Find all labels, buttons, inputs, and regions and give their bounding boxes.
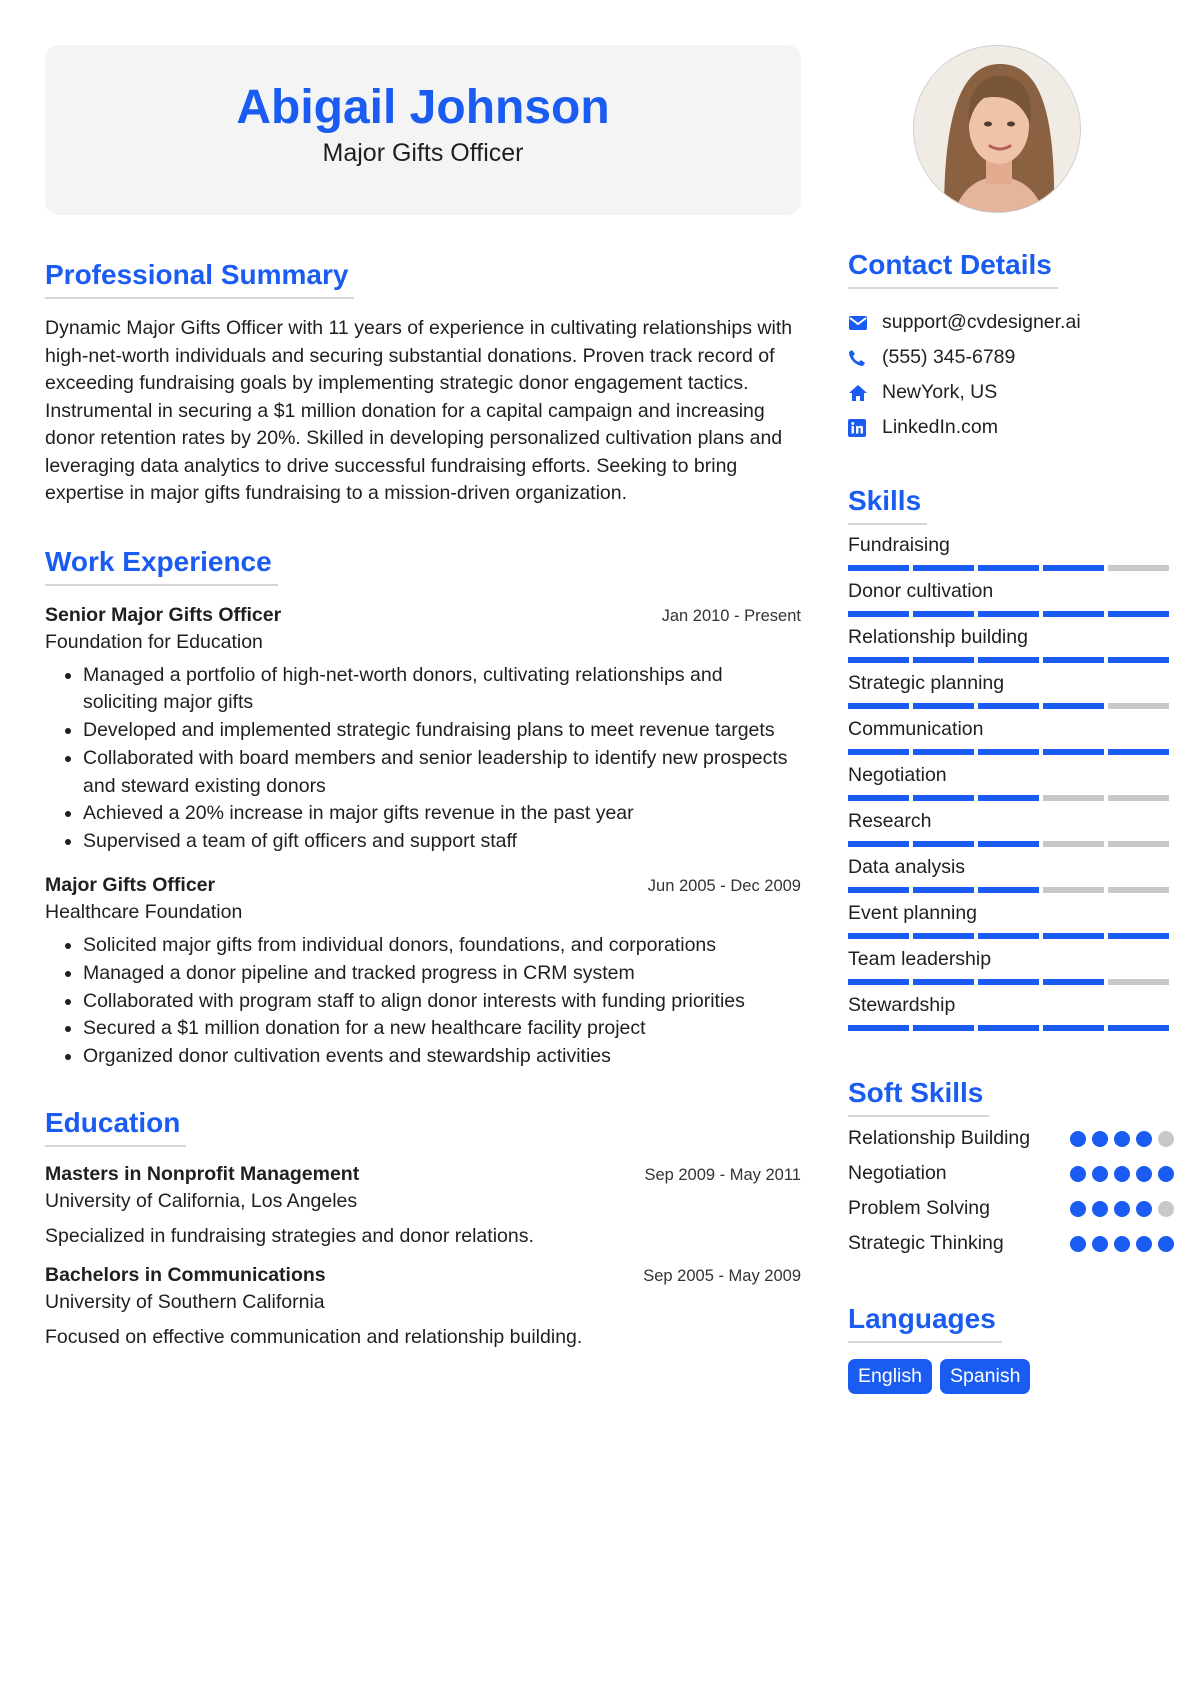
skill-name: Donor cultivation [848, 580, 994, 602]
contact-email[interactable] [848, 305, 1174, 340]
language-badge: English [848, 1359, 932, 1394]
skill-name: Event planning [848, 902, 978, 924]
education-description: Specialized in fundraising strategies and donor relations. [45, 1225, 534, 1248]
experience-section [45, 546, 801, 1072]
job-company: Healthcare Foundation [45, 901, 243, 924]
skill-segment-empty [1043, 795, 1104, 801]
skill-segment-filled [1043, 979, 1104, 985]
contact-title: Contact Details [848, 249, 1058, 289]
skill-segment-filled [978, 749, 1039, 755]
skill-list [848, 531, 1174, 1031]
skill-name: Fundraising [848, 534, 950, 556]
job-bullets [45, 932, 801, 1071]
resume-header [45, 45, 801, 215]
skill-name: Research [848, 810, 932, 832]
contact-linkedin[interactable] [848, 410, 1174, 445]
skill-level-bar [848, 933, 1174, 939]
skill-segment-filled [978, 611, 1039, 617]
skill-segment-filled [978, 657, 1039, 663]
skill-segment-filled [913, 657, 974, 663]
rating-dot-filled [1070, 1131, 1086, 1147]
email-text: support@cvdesigner.ai [882, 311, 1081, 333]
soft-skill-item [848, 1230, 1174, 1257]
contact-section [848, 249, 1174, 445]
skill-level-bar [848, 565, 1174, 571]
skill-segment-filled [1043, 611, 1104, 617]
soft-skill-item [848, 1160, 1174, 1187]
skill-segment-filled [913, 979, 974, 985]
candidate-name: Abigail Johnson [236, 81, 610, 134]
soft-skill-list [848, 1125, 1174, 1257]
skill-segment-filled [913, 841, 974, 847]
skill-name: Team leadership [848, 948, 992, 970]
job-bullet: • Achieved a 20% increase in major gifts revenue in the past year [83, 800, 801, 828]
linkedin-icon [848, 419, 882, 437]
skill-name: Stewardship [848, 994, 956, 1016]
rating-dot-filled [1092, 1236, 1108, 1252]
skill-name: Relationship building [848, 626, 1028, 648]
education-entry [45, 1264, 801, 1349]
skill-segment-filled [978, 841, 1039, 847]
linkedin-text: LinkedIn.com [882, 416, 998, 438]
rating-dot-filled [1136, 1201, 1152, 1217]
education-school: University of California, Los Angeles [45, 1190, 358, 1213]
education-list [45, 1163, 801, 1349]
skill-name: Negotiation [848, 764, 947, 786]
soft-skill-name: Relationship Building [848, 1127, 1031, 1149]
job-list [45, 604, 801, 1072]
skill-segment-filled [848, 979, 909, 985]
soft-skill-rating [1070, 1131, 1174, 1147]
job-header-row [45, 604, 801, 627]
education-header-row [45, 1264, 801, 1287]
skill-segment-filled [1043, 657, 1104, 663]
skill-segment-filled [913, 565, 974, 571]
rating-dot-filled [1114, 1131, 1130, 1147]
rating-dot-filled [1158, 1166, 1174, 1182]
skill-segment-empty [1108, 795, 1169, 801]
rating-dot-empty [1158, 1131, 1174, 1147]
skills-title: Skills [848, 485, 927, 525]
skill-segment-filled [848, 1025, 909, 1031]
job-date: Jun 2005 - Dec 2009 [647, 877, 801, 896]
skill-segment-filled [978, 933, 1039, 939]
skill-segment-filled [1108, 749, 1169, 755]
job-bullet: • Managed a donor pipeline and tracked progress in CRM system [83, 960, 801, 988]
soft-skill-rating [1070, 1166, 1174, 1182]
soft-skill-name: Strategic Thinking [848, 1232, 1004, 1254]
rating-dot-filled [1136, 1166, 1152, 1182]
main-column [45, 45, 801, 1349]
job-bullet: • Solicited major gifts from individual donors, foundations, and corporations [83, 932, 801, 960]
skill-segment-filled [913, 703, 974, 709]
skill-segment-filled [978, 887, 1039, 893]
soft-skill-item [848, 1195, 1174, 1222]
rating-dot-filled [1092, 1166, 1108, 1182]
skill-segment-filled [978, 1025, 1039, 1031]
skill-segment-filled [848, 887, 909, 893]
job-bullets [45, 662, 801, 857]
rating-dot-filled [1114, 1236, 1130, 1252]
skills-section [848, 485, 1174, 1031]
soft-skill-name: Problem Solving [848, 1197, 990, 1219]
education-degree: Masters in Nonprofit Management [45, 1163, 360, 1186]
skill-name: Data analysis [848, 856, 966, 878]
job-entry [45, 604, 801, 857]
education-header-row [45, 1163, 801, 1186]
rating-dot-filled [1114, 1166, 1130, 1182]
skill-item [848, 623, 1174, 663]
skill-segment-empty [1108, 979, 1169, 985]
skill-level-bar [848, 611, 1174, 617]
soft-skill-item [848, 1125, 1174, 1152]
education-description: Focused on effective communication and relationship building. [45, 1326, 583, 1349]
skill-segment-filled [1108, 657, 1169, 663]
phone-text: (555) 345-6789 [882, 346, 1016, 368]
skill-segment-empty [1043, 841, 1104, 847]
rating-dot-filled [1136, 1131, 1152, 1147]
skill-segment-filled [913, 887, 974, 893]
skill-item [848, 807, 1174, 847]
soft-skill-rating [1070, 1236, 1174, 1252]
job-title: Major Gifts Officer [45, 874, 216, 897]
education-date: Sep 2005 - May 2009 [643, 1267, 801, 1286]
rating-dot-filled [1114, 1201, 1130, 1217]
language-badge: Spanish [940, 1359, 1030, 1394]
job-title: Senior Major Gifts Officer [45, 603, 282, 626]
job-header-row [45, 874, 801, 897]
skill-item [848, 899, 1174, 939]
job-company: Foundation for Education [45, 630, 263, 653]
profile-photo [913, 45, 1081, 213]
side-column [848, 45, 1174, 1394]
skill-segment-filled [913, 933, 974, 939]
skill-segment-filled [1108, 611, 1169, 617]
soft-skills-section [848, 1077, 1174, 1257]
skill-item [848, 853, 1174, 893]
rating-dot-filled [1070, 1236, 1086, 1252]
rating-dot-filled [1092, 1131, 1108, 1147]
skill-segment-filled [978, 979, 1039, 985]
summary-section [45, 259, 801, 508]
skill-item [848, 669, 1174, 709]
summary-text: Dynamic Major Gifts Officer with 11 years of experience in cultivating relationships with high-net-worth individuals and securing substantial donations. Proven track record of exceeding fundraising goals by implementing strategic donor engagement tactics. Instrumental in securing a $1 million donation for a capital campaign and increasing donor retention rates by 20%. Skilled in developing personalized cultivation plans and leveraging data analytics to drive successful fundraising efforts. Seeking to bring expertise in major gifts fundraising to a mission-driven organization. [45, 317, 793, 504]
skill-segment-filled [913, 611, 974, 617]
skill-segment-filled [1043, 703, 1104, 709]
job-bullet: • Secured a $1 million donation for a new healthcare facility project [83, 1015, 801, 1043]
languages-title: Languages [848, 1303, 1002, 1343]
skill-segment-filled [978, 565, 1039, 571]
skill-segment-empty [1043, 887, 1104, 893]
skill-segment-filled [848, 703, 909, 709]
job-date: Jan 2010 - Present [661, 606, 801, 625]
contact-location [848, 375, 1174, 410]
skill-level-bar [848, 795, 1174, 801]
education-school: University of Southern California [45, 1291, 325, 1314]
skill-segment-filled [1108, 1025, 1169, 1031]
skill-segment-filled [848, 749, 909, 755]
soft-skill-rating [1070, 1201, 1174, 1217]
languages-section [848, 1303, 1174, 1394]
skill-segment-filled [1108, 933, 1169, 939]
skill-level-bar [848, 657, 1174, 663]
summary-title: Professional Summary [45, 259, 354, 299]
skill-level-bar [848, 703, 1174, 709]
skill-segment-filled [848, 657, 909, 663]
rating-dot-filled [1092, 1201, 1108, 1217]
phone-icon [848, 349, 882, 367]
skill-segment-empty [1108, 565, 1169, 571]
skill-item [848, 761, 1174, 801]
soft-skill-name: Negotiation [848, 1162, 947, 1184]
skill-segment-empty [1108, 841, 1169, 847]
skill-item [848, 715, 1174, 755]
rating-dot-filled [1070, 1201, 1086, 1217]
skill-segment-filled [848, 611, 909, 617]
skill-segment-filled [1043, 749, 1104, 755]
education-section [45, 1107, 801, 1349]
skill-level-bar [848, 1025, 1174, 1031]
education-title: Education [45, 1107, 186, 1147]
skill-segment-empty [1108, 703, 1169, 709]
skill-segment-filled [848, 795, 909, 801]
skill-item [848, 577, 1174, 617]
job-bullet: • Managed a portfolio of high-net-worth donors, cultivating relationships and soliciting major gifts [83, 662, 801, 718]
education-degree: Bachelors in Communications [45, 1264, 326, 1287]
skill-level-bar [848, 749, 1174, 755]
skill-segment-filled [978, 795, 1039, 801]
job-bullet: • Organized donor cultivation events and stewardship activities [83, 1043, 801, 1071]
skill-segment-filled [848, 565, 909, 571]
soft-skills-title: Soft Skills [848, 1077, 989, 1117]
job-entry [45, 874, 801, 1071]
contact-phone[interactable] [848, 340, 1174, 375]
language-list [848, 1359, 1174, 1394]
experience-title: Work Experience [45, 546, 278, 586]
skill-segment-filled [913, 795, 974, 801]
home-icon [848, 384, 882, 402]
skill-item [848, 531, 1174, 571]
skill-segment-filled [848, 841, 909, 847]
skill-level-bar [848, 979, 1174, 985]
location-text: NewYork, US [882, 381, 998, 403]
skill-item [848, 945, 1174, 985]
portrait-image [914, 46, 1081, 213]
skill-segment-filled [1043, 933, 1104, 939]
skill-name: Strategic planning [848, 672, 1005, 694]
job-bullet: • Developed and implemented strategic fundraising plans to meet revenue targets [83, 717, 801, 745]
rating-dot-filled [1158, 1236, 1174, 1252]
skill-name: Communication [848, 718, 984, 740]
job-bullet: • Collaborated with board members and senior leadership to identify new prospects and steward existing donors [83, 745, 801, 801]
skill-level-bar [848, 841, 1174, 847]
skill-segment-filled [848, 933, 909, 939]
skill-segment-filled [913, 1025, 974, 1031]
skill-level-bar [848, 887, 1174, 893]
rating-dot-empty [1158, 1201, 1174, 1217]
envelope-icon [848, 315, 882, 331]
skill-segment-empty [1108, 887, 1169, 893]
rating-dot-filled [1070, 1166, 1086, 1182]
education-date: Sep 2009 - May 2011 [644, 1166, 801, 1185]
skill-segment-filled [1043, 1025, 1104, 1031]
skill-segment-filled [978, 703, 1039, 709]
job-bullet: • Supervised a team of gift officers and support staff [83, 828, 801, 856]
skill-segment-filled [1043, 565, 1104, 571]
candidate-role: Major Gifts Officer [322, 139, 524, 168]
skill-item [848, 991, 1174, 1031]
rating-dot-filled [1136, 1236, 1152, 1252]
education-entry [45, 1163, 801, 1248]
job-bullet: • Collaborated with program staff to align donor interests with funding priorities [83, 988, 801, 1016]
skill-segment-filled [913, 749, 974, 755]
